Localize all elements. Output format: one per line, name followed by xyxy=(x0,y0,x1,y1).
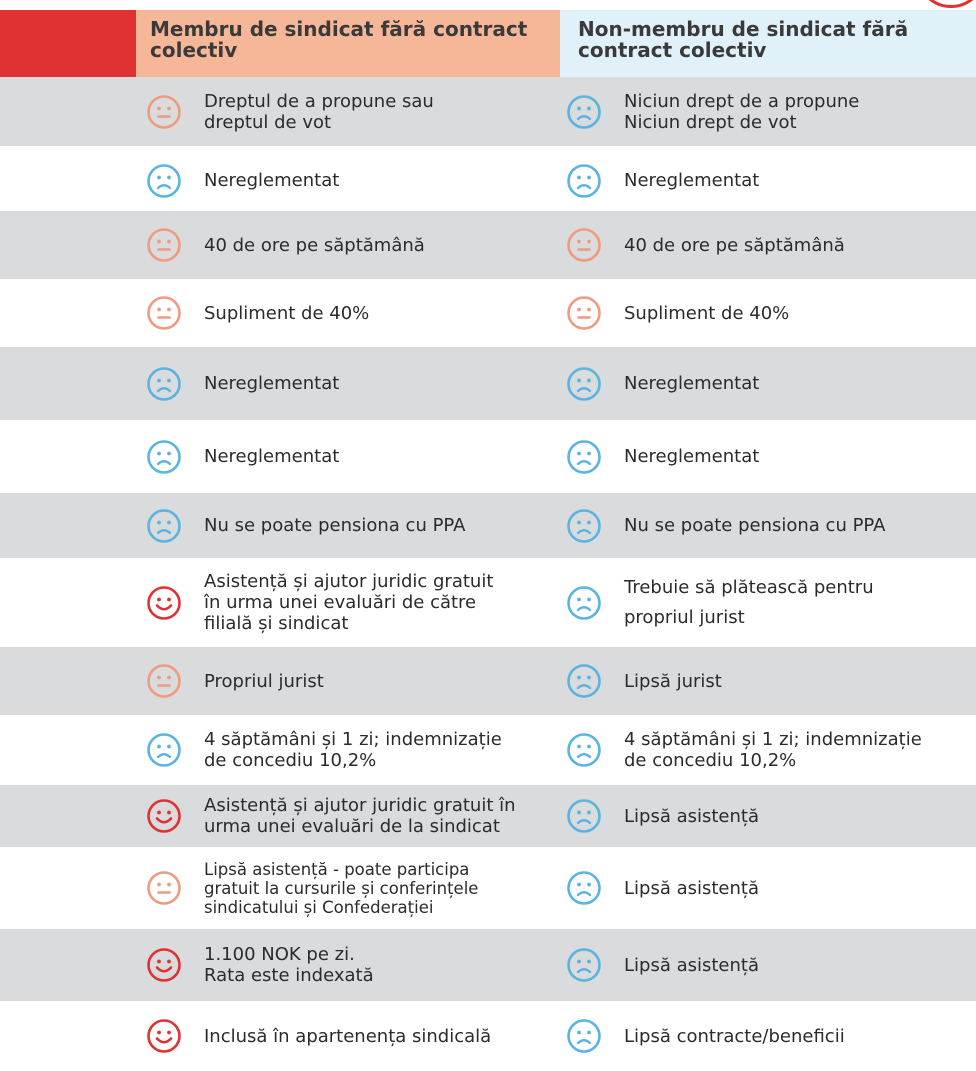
cell-non-member xyxy=(566,420,976,493)
neutral-face-icon xyxy=(146,870,182,906)
cell-union-member xyxy=(146,77,556,146)
cell-non-member xyxy=(566,847,976,929)
cell-non-member xyxy=(566,347,976,420)
sad-face-icon xyxy=(146,439,182,475)
table-row xyxy=(0,1001,976,1071)
cell-text: Niciun drept de a propune Niciun drept de vot xyxy=(624,90,860,133)
sad-face-icon xyxy=(566,1018,602,1054)
cell-text: Nu se poate pensiona cu PPA xyxy=(204,515,466,536)
cell-text: Asistență și ajutor juridic gratuit în urma unei evaluări de către filială și sindicat xyxy=(204,571,494,634)
cell-non-member xyxy=(566,279,976,347)
sad-face-icon xyxy=(566,439,602,475)
cell-text: Lipsă asistență xyxy=(624,877,759,899)
cell-text: 4 săptămâni și 1 zi; indemnizație de concediu 10,2% xyxy=(624,729,922,771)
happy-face-icon xyxy=(146,1018,182,1054)
cell-union-member xyxy=(146,847,556,929)
cell-non-member xyxy=(566,647,976,715)
cell-text: Lipsă contracte/beneficii xyxy=(624,1025,845,1047)
table-row xyxy=(0,558,976,647)
sad-face-icon xyxy=(146,732,182,768)
cell-text: Nereglementat xyxy=(624,373,760,394)
cell-text: Inclusă în apartenența sindicală xyxy=(204,1025,492,1047)
sad-face-icon xyxy=(566,947,602,983)
header-red-block xyxy=(0,10,136,77)
sad-face-icon xyxy=(566,585,602,621)
cell-union-member xyxy=(146,211,556,279)
sad-face-icon xyxy=(146,508,182,544)
cell-text: 40 de ore pe săptămână xyxy=(624,234,845,256)
sad-face-icon xyxy=(566,508,602,544)
cell-union-member xyxy=(146,558,556,647)
header-label-union-member: Membru de sindicat fără contract colectiv xyxy=(150,17,528,62)
neutral-face-icon xyxy=(146,663,182,699)
cell-text: Dreptul de a propune sau dreptul de vot xyxy=(204,90,434,133)
cell-union-member xyxy=(146,420,556,493)
cell-text: Supliment de 40% xyxy=(204,302,370,324)
cell-text: Lipsă asistență - poate participa gratuit la cursurile și conferințele sindicatului și Confederației xyxy=(204,859,479,917)
cell-text: Supliment de 40% xyxy=(624,302,790,324)
neutral-face-icon xyxy=(146,227,182,263)
header-column-non-member xyxy=(560,10,976,77)
cell-text: Trebuie să plătească pentru propriul jurist xyxy=(624,576,874,628)
table-row xyxy=(0,785,976,847)
cell-union-member xyxy=(146,146,556,215)
cell-text: Propriul jurist xyxy=(204,670,324,692)
cell-text: 4 săptămâni și 1 zi; indemnizație de concediu 10,2% xyxy=(204,729,502,771)
neutral-face-icon xyxy=(566,227,602,263)
table-row xyxy=(0,77,976,146)
cell-text: Lipsă asistență xyxy=(624,805,759,827)
cell-text: Asistență și ajutor juridic gratuit în urma unei evaluări de la sindicat xyxy=(204,795,516,837)
cell-text: Nereglementat xyxy=(204,373,340,394)
cell-union-member xyxy=(146,493,556,558)
happy-face-icon xyxy=(146,798,182,834)
cell-non-member xyxy=(566,146,976,215)
cell-text: Nereglementat xyxy=(204,170,340,191)
cell-non-member xyxy=(566,558,976,647)
neutral-face-icon xyxy=(146,295,182,331)
table-row xyxy=(0,347,976,420)
cell-text: Lipsă jurist xyxy=(624,670,722,692)
cell-non-member xyxy=(566,493,976,558)
sad-face-icon xyxy=(566,663,602,699)
cell-text: 40 de ore pe săptămână xyxy=(204,234,425,256)
cell-non-member xyxy=(566,929,976,1001)
table-row xyxy=(0,847,976,929)
cell-union-member xyxy=(146,785,556,847)
cell-text: Nereglementat xyxy=(624,170,760,191)
table-row xyxy=(0,715,976,785)
cell-non-member xyxy=(566,77,976,146)
cell-union-member xyxy=(146,279,556,347)
cell-text: Nereglementat xyxy=(204,446,340,467)
cell-text: Nu se poate pensiona cu PPA xyxy=(624,515,886,536)
sad-face-icon xyxy=(146,163,182,199)
cell-union-member xyxy=(146,929,556,1001)
cell-union-member xyxy=(146,347,556,420)
cell-text: Lipsă asistență xyxy=(624,954,759,976)
sad-face-icon xyxy=(566,94,602,130)
header-column-union-member xyxy=(136,10,560,77)
table-row xyxy=(0,279,976,347)
sad-face-icon xyxy=(566,366,602,402)
table-row xyxy=(0,420,976,493)
cell-non-member xyxy=(566,715,976,785)
sad-face-icon xyxy=(146,366,182,402)
sad-face-icon xyxy=(566,798,602,834)
happy-face-icon xyxy=(146,947,182,983)
table-row xyxy=(0,146,976,215)
cell-non-member xyxy=(566,211,976,279)
header-label-non-member: Non-membru de sindicat fără contract colectiv xyxy=(578,17,909,62)
cell-union-member xyxy=(146,647,556,715)
cell-non-member xyxy=(566,785,976,847)
table-row xyxy=(0,493,976,558)
cell-non-member xyxy=(566,1001,976,1071)
table-row xyxy=(0,929,976,1001)
cell-text: Nereglementat xyxy=(624,446,760,467)
sad-face-icon xyxy=(566,732,602,768)
neutral-face-icon xyxy=(566,295,602,331)
happy-face-icon xyxy=(146,585,182,621)
corner-decoration xyxy=(916,0,976,8)
cell-text: 1.100 NOK pe zi. Rata este indexată xyxy=(204,944,374,986)
neutral-face-icon xyxy=(146,94,182,130)
table-header xyxy=(0,10,976,77)
cell-union-member xyxy=(146,1001,556,1071)
sad-face-icon xyxy=(566,163,602,199)
cell-union-member xyxy=(146,715,556,785)
table-row xyxy=(0,647,976,715)
table-row xyxy=(0,211,976,279)
sad-face-icon xyxy=(566,870,602,906)
